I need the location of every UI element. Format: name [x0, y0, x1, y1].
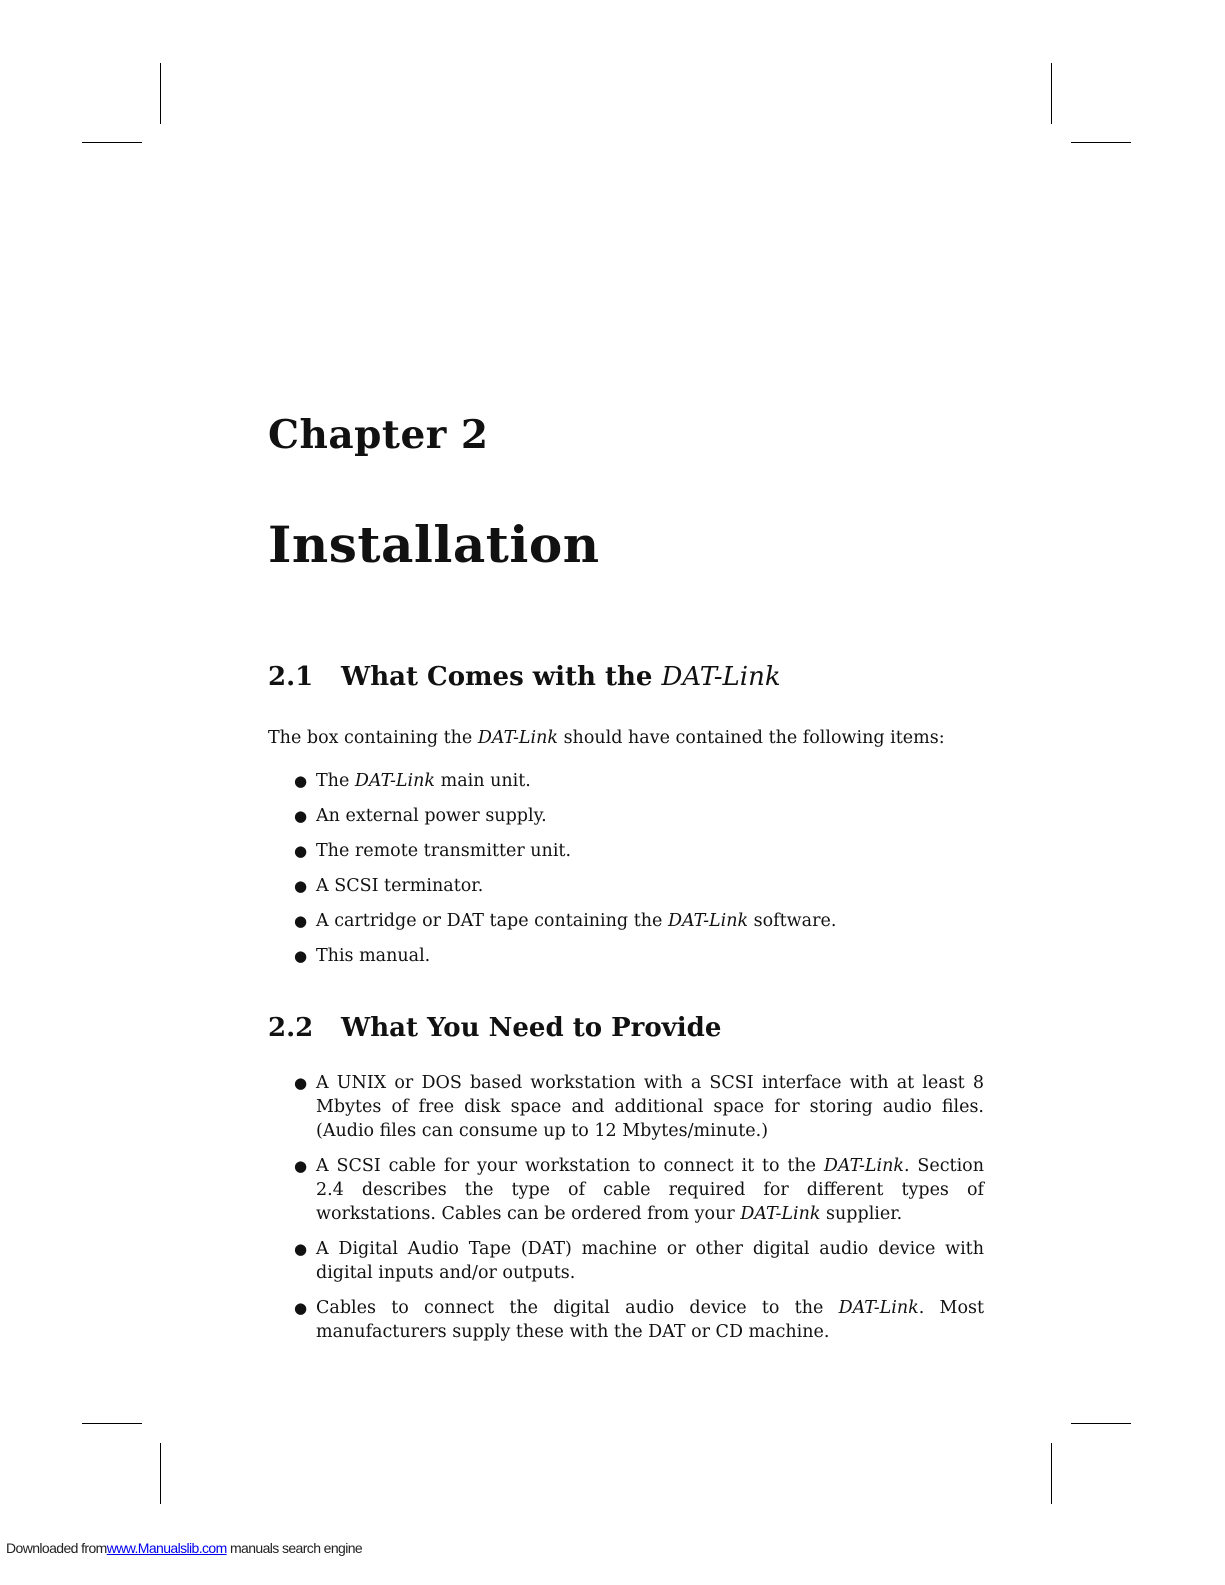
footer-prefix: Downloaded from: [6, 1540, 107, 1556]
item-text: A: [316, 1073, 329, 1093]
item-text: or: [394, 1073, 414, 1093]
list-item: [294, 1296, 984, 1344]
item-text: based workstation with a SCSI interface with at least 8 Mbytes of free disk space and additional space for storing audio files. (Audio files can consume up to 12 Mbytes/minute.): [316, 1073, 984, 1141]
list-item: [294, 874, 984, 898]
item-text: main unit.: [440, 771, 531, 791]
intro-text-end: should have contained the following items:: [563, 728, 945, 748]
list-item: [294, 769, 984, 793]
download-footer: [6, 1540, 362, 1556]
intro-product: DAT-Link: [477, 728, 558, 748]
bullet-icon: ●: [294, 842, 308, 860]
item-product: DAT-Link: [823, 1156, 904, 1176]
crop-mark-top-left-horizontal: [82, 142, 142, 143]
item-text: A cartridge or DAT tape containing the: [316, 911, 663, 931]
crop-mark-top-right-vertical: [1051, 63, 1052, 124]
section-number: 2.1: [268, 662, 314, 692]
included-items-list: [294, 769, 984, 979]
crop-mark-bottom-right-vertical: [1051, 1443, 1052, 1504]
bullet-icon: ●: [294, 947, 308, 965]
bullet-icon: ●: [294, 807, 308, 825]
crop-mark-bottom-right-horizontal: [1071, 1423, 1131, 1424]
list-item: [294, 1154, 984, 1226]
crop-mark-bottom-left-vertical: [160, 1443, 161, 1504]
section-2-1-heading: [268, 662, 781, 692]
crop-mark-top-left-vertical: [160, 63, 161, 124]
section-title: What You Need to Provide: [341, 1013, 722, 1043]
list-item: [294, 1071, 984, 1143]
bullet-icon: ●: [294, 1299, 308, 1317]
crop-mark-top-right-horizontal: [1071, 142, 1131, 143]
item-text: A SCSI cable for your workstation to connect it to the: [316, 1156, 817, 1176]
bullet-icon: ●: [294, 877, 308, 895]
manualslib-link[interactable]: www.Manualslib.com: [106, 1540, 227, 1556]
item-product: DAT-Link: [740, 1204, 821, 1224]
item-text: software.: [753, 911, 837, 931]
requirements-list: [294, 1071, 984, 1355]
item-text: The: [316, 771, 350, 791]
bullet-icon: ●: [294, 1157, 308, 1175]
item-text: A SCSI terminator.: [316, 876, 484, 896]
item-text: . Most manufacturers supply these with the DAT or CD machine.: [316, 1298, 984, 1342]
bullet-icon: ●: [294, 912, 308, 930]
footer-suffix: manuals search engine: [229, 1540, 363, 1556]
item-text: . Section 2.4 describes the type of cable required for different types of workstations. Cables can be ordered from your: [316, 1156, 984, 1224]
item-unix: UNIX: [336, 1073, 387, 1093]
list-item: [294, 1237, 984, 1285]
chapter-title: Installation: [268, 515, 600, 574]
item-text: Cables to connect the digital audio device to the: [316, 1298, 824, 1318]
bullet-icon: ●: [294, 1240, 308, 1258]
list-item: [294, 909, 984, 933]
list-item: [294, 944, 984, 968]
section-number: 2.2: [268, 1013, 314, 1043]
list-item: [294, 839, 984, 863]
item-product: DAT-Link: [667, 911, 749, 931]
chapter-label: Chapter 2: [268, 412, 489, 458]
item-text: A Digital Audio Tape (DAT) machine or other digital audio device with digital inputs and/or outputs.: [316, 1239, 984, 1283]
item-text: This manual.: [316, 946, 431, 966]
section-2-2-heading: [268, 1013, 721, 1043]
item-product: DAT-Link: [838, 1298, 919, 1318]
bullet-icon: ●: [294, 772, 308, 790]
item-product: DAT-Link: [354, 771, 436, 791]
intro-text: The box containing the: [268, 728, 473, 748]
item-text: supplier.: [826, 1204, 903, 1224]
section-title-product: DAT-Link: [661, 662, 781, 692]
section-title: What Comes with the: [341, 662, 653, 692]
crop-mark-bottom-left-horizontal: [82, 1423, 142, 1424]
section-2-1-intro: [268, 726, 980, 750]
item-dos: DOS: [421, 1073, 462, 1093]
list-item: [294, 804, 984, 828]
bullet-icon: ●: [294, 1074, 308, 1092]
item-text: The remote transmitter unit.: [316, 841, 572, 861]
item-text: An external power supply.: [316, 806, 547, 826]
